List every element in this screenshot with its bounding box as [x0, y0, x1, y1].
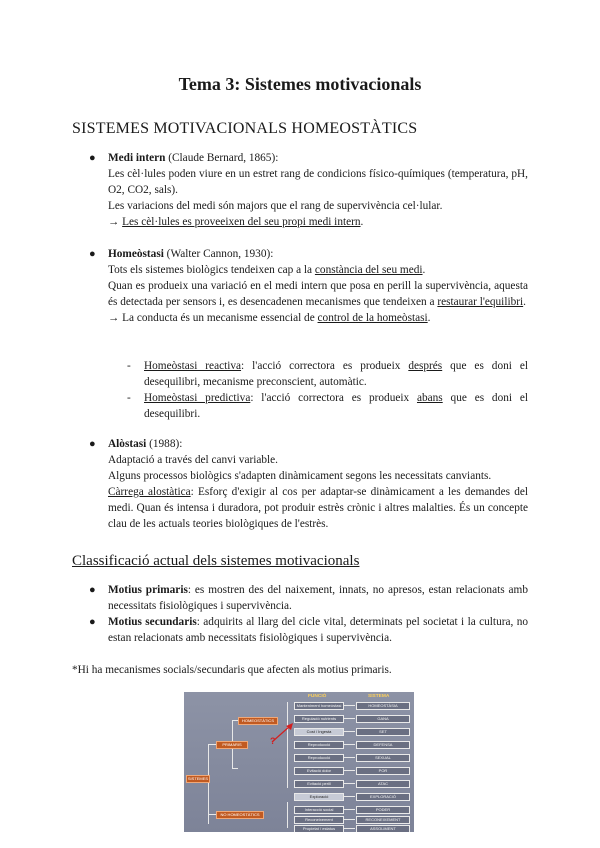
- bullet-medi-intern: ●: [89, 152, 96, 164]
- diagram-sistema-11: ASSOLIMENT: [356, 825, 410, 832]
- diagram-line: [287, 702, 288, 788]
- predictiva-abans: abans: [416, 392, 443, 404]
- homeostasi-line3-b: .: [427, 312, 431, 324]
- diagram-funcio-2: Regulació nutrients: [294, 715, 344, 723]
- diagram-funcio-3: Cost / Ingesta: [294, 728, 344, 736]
- diagram-funcio-6: Evitació dolor: [294, 767, 344, 775]
- reactiva-b: que es doni el desequilibri, mecanisme preconscient, automàtic.: [144, 360, 528, 388]
- diagram-line: [232, 768, 238, 769]
- diagram-line: [343, 757, 355, 758]
- diagram-funcio-4: Reproducció: [294, 741, 344, 749]
- predictiva-b: que es doni el desequilibri.: [144, 392, 528, 420]
- primaris-text: : es mostren des del naixement, innats, no apresos, estan relacionats amb necessitats fisiològiques i supervivència.: [108, 584, 528, 612]
- bullet-primaris: ●: [89, 584, 96, 596]
- diagram-question-mark: ?: [270, 736, 276, 746]
- diagram-line: [343, 705, 355, 706]
- diagram-line: [343, 718, 355, 719]
- predictiva-term: Homeòstasi predictiva: [144, 392, 251, 404]
- diagram-line: [343, 783, 355, 784]
- diagram-sistema-4: DEFENSA: [356, 741, 410, 749]
- homeostasi-line2-a: Quan es produeix una variació en el medi intern que posa en perill la supervivència, aquesta és detectada per sensors i, es desencadenen mecanismes que tendeixen a: [108, 280, 528, 308]
- diagram-funcio-1: Manteniment homeòstasi: [294, 702, 344, 710]
- homeostasi-line1-a: Tots els sistemes biològics tendeixen cap a la: [108, 264, 315, 276]
- primaris-term: Motius primaris: [108, 584, 188, 596]
- diagram-sistema-6: POR: [356, 767, 410, 775]
- diagram-line: [343, 731, 355, 732]
- bullet-homeostasi: ●: [89, 248, 96, 260]
- diagram-header-sistema: SISTEMA: [368, 694, 390, 699]
- footnote: *Hi ha mecanismes socials/secundaris que afecten als motius primaris.: [72, 664, 392, 676]
- carrega-alostatica-term: Càrrega alostàtica: [108, 486, 191, 498]
- motius-primaris: [108, 582, 528, 614]
- diagram-node-primaris: PRIMARIS: [216, 741, 248, 749]
- diagram-node-no-homeostatics: NO HOMEOSTÀTICS: [216, 811, 264, 819]
- page-title: Tema 3: Sistemes motivacionals: [178, 74, 422, 94]
- diagram-funcio-10: Reconeixement: [294, 816, 344, 824]
- alostasi-term: Alòstasi: [108, 438, 147, 450]
- diagram-node-root: SISTEMES: [187, 776, 209, 781]
- diagram-line: [343, 744, 355, 745]
- section-heading-classificacio: Classificació actual dels sistemes motivacionals: [72, 553, 360, 569]
- reactiva-a: : l'acció correctora es produeix: [241, 360, 409, 372]
- diagram-sistema-2: GANA: [356, 715, 410, 723]
- carrega-alostatica-text: : Esforç d'exigir al cos per adaptar-se dinàmicament a les demandes del medi. Quan és intensa i duradora, pot produir estrès crònic i altres malalties. És un concepte clau de les actuals teories biològiques de l'estrès.: [108, 486, 528, 530]
- secundaris-text: : adquirits al llarg del cicle vital, determinats pel societat i la cultura, no estan relacionats amb necessitats fisiològiques i supervivència.: [108, 616, 529, 644]
- diagram-funcio-11: Propietat / estatus: [294, 825, 344, 832]
- homeostasi-control: control de la homeòstasi: [317, 312, 428, 324]
- medi-intern-conclusion: Les cèl·lules es proveeixen del seu propi medi intern: [122, 216, 361, 228]
- homeostasi-line1-b: .: [422, 264, 426, 276]
- homeostasi-restaurar: restaurar l'equilibri: [437, 296, 524, 308]
- homeostasi-author: (Walter Cannon, 1930):: [163, 248, 274, 260]
- alostasi-line1: Adaptació a través del canvi variable.: [108, 454, 278, 466]
- dash-predictiva: -: [127, 392, 131, 404]
- diagram-header-funcio: FUNCIÓ: [308, 694, 327, 699]
- diagram-funcio-5: Reproducció: [294, 754, 344, 762]
- diagram-funcio-7: Evitació perill: [294, 780, 344, 788]
- homeostasi-reactiva: [144, 358, 528, 390]
- homeostasi-line3-a: → La conducta és un mecanisme essencial de: [108, 312, 318, 324]
- motivational-systems-diagram: [184, 692, 414, 832]
- secundaris-term: Motius secundaris: [108, 616, 197, 628]
- diagram-sistema-3: SET: [356, 728, 410, 736]
- diagram-line: [343, 770, 355, 771]
- reactiva-term: Homeòstasi reactiva: [144, 360, 242, 372]
- medi-intern-line2: Les variacions del medi són majors que el rang de supervivència cel·lular.: [108, 200, 443, 212]
- alostasi-block: [108, 436, 528, 532]
- bullet-alostasi: ●: [89, 438, 96, 450]
- motius-secundaris: [108, 614, 528, 646]
- reactiva-despres: després: [408, 360, 443, 372]
- diagram-funcio-8: Exploració: [294, 793, 344, 801]
- homeostasi-predictiva: [144, 390, 528, 422]
- homeostasi-constancia: constància del seu medi: [314, 264, 423, 276]
- medi-period: .: [360, 216, 364, 228]
- homeostasi-term: Homeòstasi: [108, 248, 164, 260]
- medi-intern-block: [108, 150, 528, 230]
- diagram-sistema-1: HOMEOSTÀSIA: [356, 702, 410, 710]
- diagram-line: [343, 819, 355, 820]
- medi-intern-term: Medi intern: [108, 152, 166, 164]
- diagram-line: [287, 802, 288, 828]
- medi-intern-author: (Claude Bernard, 1865):: [165, 152, 279, 164]
- diagram-funcio-9: Interacció social: [294, 806, 344, 814]
- bullet-secundaris: ●: [89, 616, 96, 628]
- alostasi-line2: Alguns processos biològics s'adapten dinàmicament segons les necessitats canviants.: [108, 470, 492, 482]
- medi-arrow: →: [108, 216, 123, 228]
- diagram-line: [343, 828, 355, 829]
- diagram-sistema-9: PODER: [356, 806, 410, 814]
- diagram-sistema-10: RECONEIXEMENT: [356, 816, 410, 824]
- diagram-line: [343, 809, 355, 810]
- diagram-sistema-7: ATAC: [356, 780, 410, 788]
- dash-reactiva: -: [127, 360, 131, 372]
- homeostasi-block: [108, 246, 528, 326]
- diagram-sistema-8: EXPLORACIÓ: [356, 793, 410, 801]
- section-heading-homeostatics: SISTEMES MOTIVACIONALS HOMEOSTÀTICS: [72, 120, 418, 137]
- homeostasi-line2-b: .: [523, 296, 526, 308]
- alostasi-author: (1988):: [146, 438, 183, 450]
- diagram-sistema-5: SEXUAL: [356, 754, 410, 762]
- diagram-line: [343, 796, 355, 797]
- diagram-line: [208, 744, 209, 824]
- predictiva-a: : l'acció correctora es produeix: [250, 392, 417, 404]
- diagram-node-homeostatics: HOMEOSTÀTICS: [238, 717, 278, 725]
- medi-intern-line1: Les cèl·lules poden viure en un estret rang de condicions físico-químiques (temperatura, pH, O2, CO2, sals).: [108, 168, 528, 196]
